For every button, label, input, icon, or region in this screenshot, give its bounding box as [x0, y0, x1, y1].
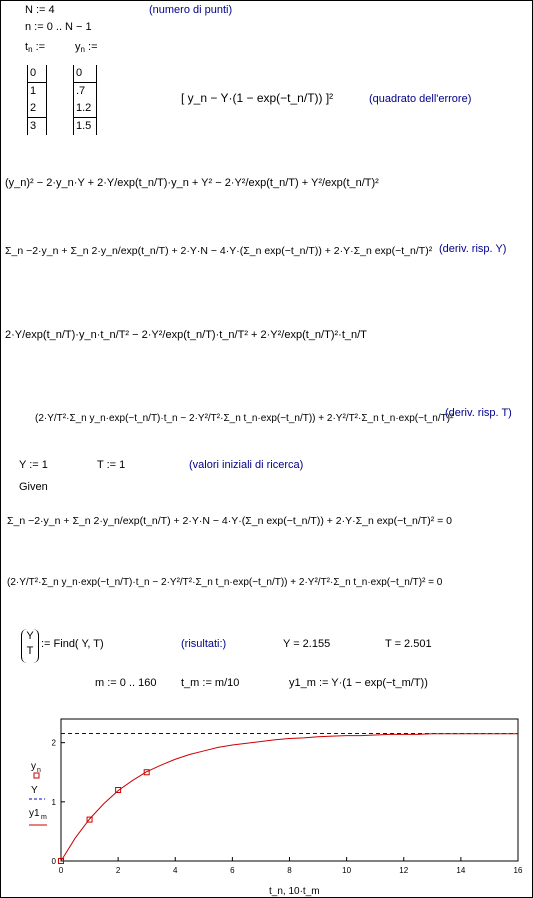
- x-tick-label: 16: [513, 866, 523, 875]
- note-error: (quadrato dell'errore): [369, 93, 472, 105]
- deriv-T-expression-a[interactable]: 2·Y/exp(t_n/T)·y_n·t_n/T² − 2·Y²/exp(t_n/T)·t_n/T² + 2·Y²/exp(t_n/T)²·t_n/T: [5, 329, 367, 341]
- t-assign: :=: [35, 41, 46, 53]
- t-cell[interactable]: 2: [30, 102, 37, 114]
- x-tick-label: 10: [342, 866, 352, 875]
- n-range-definition[interactable]: n := 0 .. N − 1: [25, 21, 92, 33]
- series-group: [59, 733, 519, 863]
- note-deriv-Y: (deriv. risp. Y): [439, 243, 507, 255]
- note-initial: (valori iniziali di ricerca): [189, 459, 304, 471]
- t-vector[interactable]: [27, 65, 47, 135]
- legend-yn-label: y: [31, 761, 36, 772]
- x-tick-label: 4: [173, 866, 178, 875]
- y-tick-label: 1: [51, 797, 56, 807]
- y-cell[interactable]: 1.5: [74, 117, 96, 135]
- result-vector[interactable]: [21, 629, 39, 663]
- t-subscript: n: [28, 45, 33, 54]
- fit-curve: [61, 734, 518, 861]
- N-definition[interactable]: N := 4: [25, 4, 55, 16]
- t-vector-header[interactable]: [25, 41, 45, 54]
- note-results: (risultati:): [181, 638, 227, 650]
- plot-frame: [61, 719, 518, 861]
- result-Y: Y: [26, 630, 34, 642]
- y-cell[interactable]: 1.2: [76, 102, 92, 114]
- deriv-T-expression-b[interactable]: (2·Y/T²·Σ_n y_n·exp(−t_n/T)·t_n − 2·Y²/T²·Σ_n t_n·exp(−t_n/T)) + 2·Y²/T²·Σ_n t_n·exp(−t_n/T)²: [35, 413, 454, 424]
- T-initial[interactable]: T := 1: [97, 459, 126, 471]
- y-legend: [29, 761, 47, 825]
- x-tick-label: 6: [230, 866, 235, 875]
- m-range-definition[interactable]: m := 0 .. 160: [95, 677, 157, 689]
- y-vector-header[interactable]: [75, 41, 98, 54]
- x-tick-label: 14: [456, 866, 466, 875]
- x-tick-label: 0: [58, 866, 64, 875]
- expanded-error-expression[interactable]: (y_n)² − 2·y_n·Y + 2·Y/exp(t_n/T)·y_n + Y² − 2·Y²/exp(t_n/T) + Y²/exp(t_n/T)²: [5, 177, 379, 189]
- T-result[interactable]: T = 2.501: [385, 638, 432, 650]
- legend-y1-label: y1: [29, 808, 40, 819]
- y-vector[interactable]: [73, 65, 97, 135]
- y-cell[interactable]: 0: [74, 65, 96, 83]
- note-deriv-T: (deriv. risp. T): [445, 407, 512, 419]
- x-axis-label: t_n, 10·t_m: [269, 886, 320, 897]
- find-call[interactable]: := Find( Y, T): [41, 638, 104, 650]
- error-term-expression[interactable]: [ y_n − Y·(1 − exp(−t_n/T)) ]²: [181, 91, 334, 105]
- y-cell[interactable]: .7: [76, 85, 86, 97]
- legend-y1-sub: m: [41, 814, 47, 821]
- t-cell[interactable]: 3: [28, 117, 46, 135]
- x-tick-label: 12: [399, 866, 409, 875]
- tm-definition[interactable]: t_m := m/10: [181, 677, 240, 689]
- y-tick-label: 2: [51, 738, 56, 748]
- result-T: T: [26, 645, 34, 657]
- y-tick-label: 0: [51, 857, 56, 866]
- y-subscript: n: [80, 45, 85, 54]
- y-assign: :=: [88, 41, 98, 53]
- fit-chart[interactable]: [1, 713, 533, 898]
- deriv-Y-expression[interactable]: Σ_n −2·y_n + Σ_n 2·y_n/exp(t_n/T) + 2·Y·N − 4·Y·(Σ_n exp(−t_n/T)) + 2·Y·Σ_n exp(−t_n/T)²: [5, 245, 433, 257]
- note-points: (numero di punti): [149, 4, 233, 16]
- t-cell[interactable]: 0: [28, 65, 46, 83]
- t-cell[interactable]: 1: [30, 85, 37, 97]
- y1-definition[interactable]: y1_m := Y·(1 − exp(−t_m/T)): [289, 677, 428, 689]
- t-symbol: t: [25, 41, 29, 53]
- given-keyword[interactable]: Given: [19, 481, 48, 493]
- legend-Y-label: Y: [31, 785, 38, 796]
- y-symbol: y: [75, 41, 81, 53]
- x-tick-label: 8: [287, 866, 292, 875]
- x-tick-label: 2: [115, 866, 121, 875]
- constraint-equation-2[interactable]: (2·Y/T²·Σ_n y_n·exp(−t_n/T)·t_n − 2·Y²/T²·Σ_n t_n·exp(−t_n/T)) + 2·Y²/T²·Σ_n t_n·exp(−t_n/T)² = 0: [7, 577, 443, 588]
- Y-result[interactable]: Y = 2.155: [283, 638, 331, 650]
- constraint-equation-1[interactable]: Σ_n −2·y_n + Σ_n 2·y_n/exp(t_n/T) + 2·Y·N − 4·Y·(Σ_n exp(−t_n/T)) + 2·Y·Σ_n exp(−t_n/T)² = 0: [7, 515, 452, 527]
- legend-yn-sub: n: [37, 767, 41, 774]
- tick-group: [52, 739, 523, 875]
- Y-initial[interactable]: Y := 1: [19, 459, 48, 471]
